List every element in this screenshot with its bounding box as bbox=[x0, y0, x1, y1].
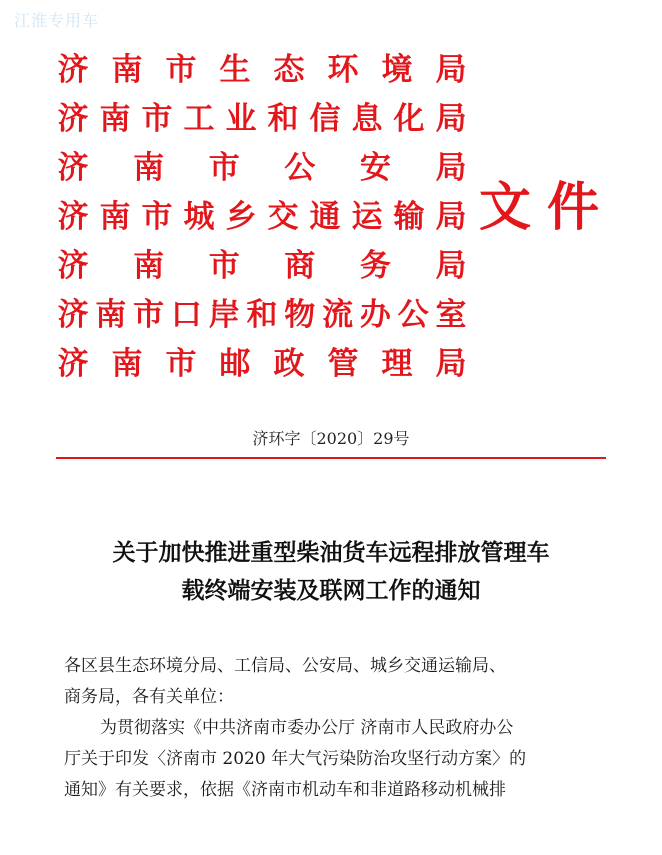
issuing-agencies bbox=[56, 46, 468, 389]
red-separator-line bbox=[56, 457, 606, 459]
agency-char: 态 bbox=[273, 52, 305, 88]
agency-char: 济 bbox=[57, 346, 89, 382]
agency-char: 管 bbox=[327, 346, 359, 382]
agency-char: 化 bbox=[393, 101, 425, 137]
agency-char: 南 bbox=[99, 101, 131, 137]
agency-char: 济 bbox=[57, 52, 89, 88]
agency-char: 物 bbox=[284, 297, 316, 333]
agency-char: 济 bbox=[57, 150, 89, 186]
agency-char: 市 bbox=[141, 199, 173, 235]
watermark: 江淮专用车 bbox=[14, 11, 100, 30]
agency-char: 环 bbox=[327, 52, 359, 88]
paragraph-line-2: 厅关于印发〈济南市 2020 年大气污染防治攻坚行动方案〉的 bbox=[64, 749, 527, 769]
agency-char: 和 bbox=[246, 297, 278, 333]
agency-row bbox=[56, 340, 468, 389]
agency-char: 局 bbox=[435, 52, 467, 88]
document-number: 济环字〔2020〕29号 bbox=[252, 429, 410, 448]
agency-char: 市 bbox=[133, 297, 165, 333]
agency-char: 息 bbox=[351, 101, 383, 137]
agency-char: 市 bbox=[208, 150, 240, 186]
file-label bbox=[479, 177, 599, 238]
agency-char: 政 bbox=[273, 346, 305, 382]
agency-char: 乡 bbox=[225, 199, 257, 235]
file-label-char: 文 bbox=[479, 177, 532, 238]
agency-char: 工 bbox=[183, 101, 215, 137]
agency-char: 南 bbox=[133, 248, 165, 284]
agency-char: 输 bbox=[393, 199, 425, 235]
agency-char: 城 bbox=[183, 199, 215, 235]
agency-char: 生 bbox=[219, 52, 251, 88]
document-title bbox=[60, 534, 602, 610]
agency-row bbox=[56, 291, 468, 340]
agency-char: 商 bbox=[284, 248, 316, 284]
agency-char: 局 bbox=[435, 248, 467, 284]
paragraph-line-1: 为贯彻落实《中共济南市委办公厅 济南市人民政府办公 bbox=[100, 718, 514, 738]
paragraph-line-3: 通知》有关要求，依据《济南市机动车和非道路移动机械排 bbox=[64, 780, 506, 800]
agency-char: 济 bbox=[57, 101, 89, 137]
title-line-1: 关于加快推进重型柴油货车远程排放管理车 bbox=[112, 539, 550, 566]
agency-char: 通 bbox=[309, 199, 341, 235]
document-body bbox=[64, 651, 599, 806]
agency-char: 南 bbox=[133, 150, 165, 186]
agency-char: 理 bbox=[381, 346, 413, 382]
agency-row bbox=[56, 95, 468, 144]
agency-char: 室 bbox=[435, 297, 467, 333]
agency-char: 运 bbox=[351, 199, 383, 235]
agency-char: 济 bbox=[57, 297, 89, 333]
agency-char: 南 bbox=[99, 199, 131, 235]
agency-char: 市 bbox=[208, 248, 240, 284]
agency-char: 和 bbox=[267, 101, 299, 137]
agency-char: 交 bbox=[267, 199, 299, 235]
title-line-2: 载终端安装及联网工作的通知 bbox=[181, 577, 481, 604]
agency-char: 邮 bbox=[219, 346, 251, 382]
file-label-char: 件 bbox=[546, 177, 599, 238]
salutation-line-1: 各区县生态环境分局、工信局、公安局、城乡交通运输局、 bbox=[64, 656, 506, 676]
salutation-line-2: 商务局，各有关单位： bbox=[64, 687, 234, 707]
agency-char: 局 bbox=[435, 199, 467, 235]
agency-char: 市 bbox=[141, 101, 173, 137]
agency-row bbox=[56, 46, 468, 95]
agency-char: 流 bbox=[322, 297, 354, 333]
agency-char: 办 bbox=[359, 297, 391, 333]
agency-char: 市 bbox=[165, 52, 197, 88]
agency-char: 局 bbox=[435, 346, 467, 382]
agency-char: 市 bbox=[165, 346, 197, 382]
agency-char: 公 bbox=[397, 297, 429, 333]
agency-char: 安 bbox=[359, 150, 391, 186]
agency-char: 公 bbox=[284, 150, 316, 186]
agency-row bbox=[56, 193, 468, 242]
agency-char: 境 bbox=[381, 52, 413, 88]
agency-row bbox=[56, 144, 468, 193]
agency-char: 口 bbox=[170, 297, 202, 333]
agency-row bbox=[56, 242, 468, 291]
agency-char: 南 bbox=[111, 346, 143, 382]
agency-char: 南 bbox=[95, 297, 127, 333]
agency-char: 业 bbox=[225, 101, 257, 137]
agency-char: 局 bbox=[435, 150, 467, 186]
agency-char: 南 bbox=[111, 52, 143, 88]
agency-char: 局 bbox=[435, 101, 467, 137]
agency-char: 济 bbox=[57, 248, 89, 284]
agency-char: 岸 bbox=[208, 297, 240, 333]
agency-char: 济 bbox=[57, 199, 89, 235]
agency-char: 信 bbox=[309, 101, 341, 137]
agency-char: 务 bbox=[359, 248, 391, 284]
